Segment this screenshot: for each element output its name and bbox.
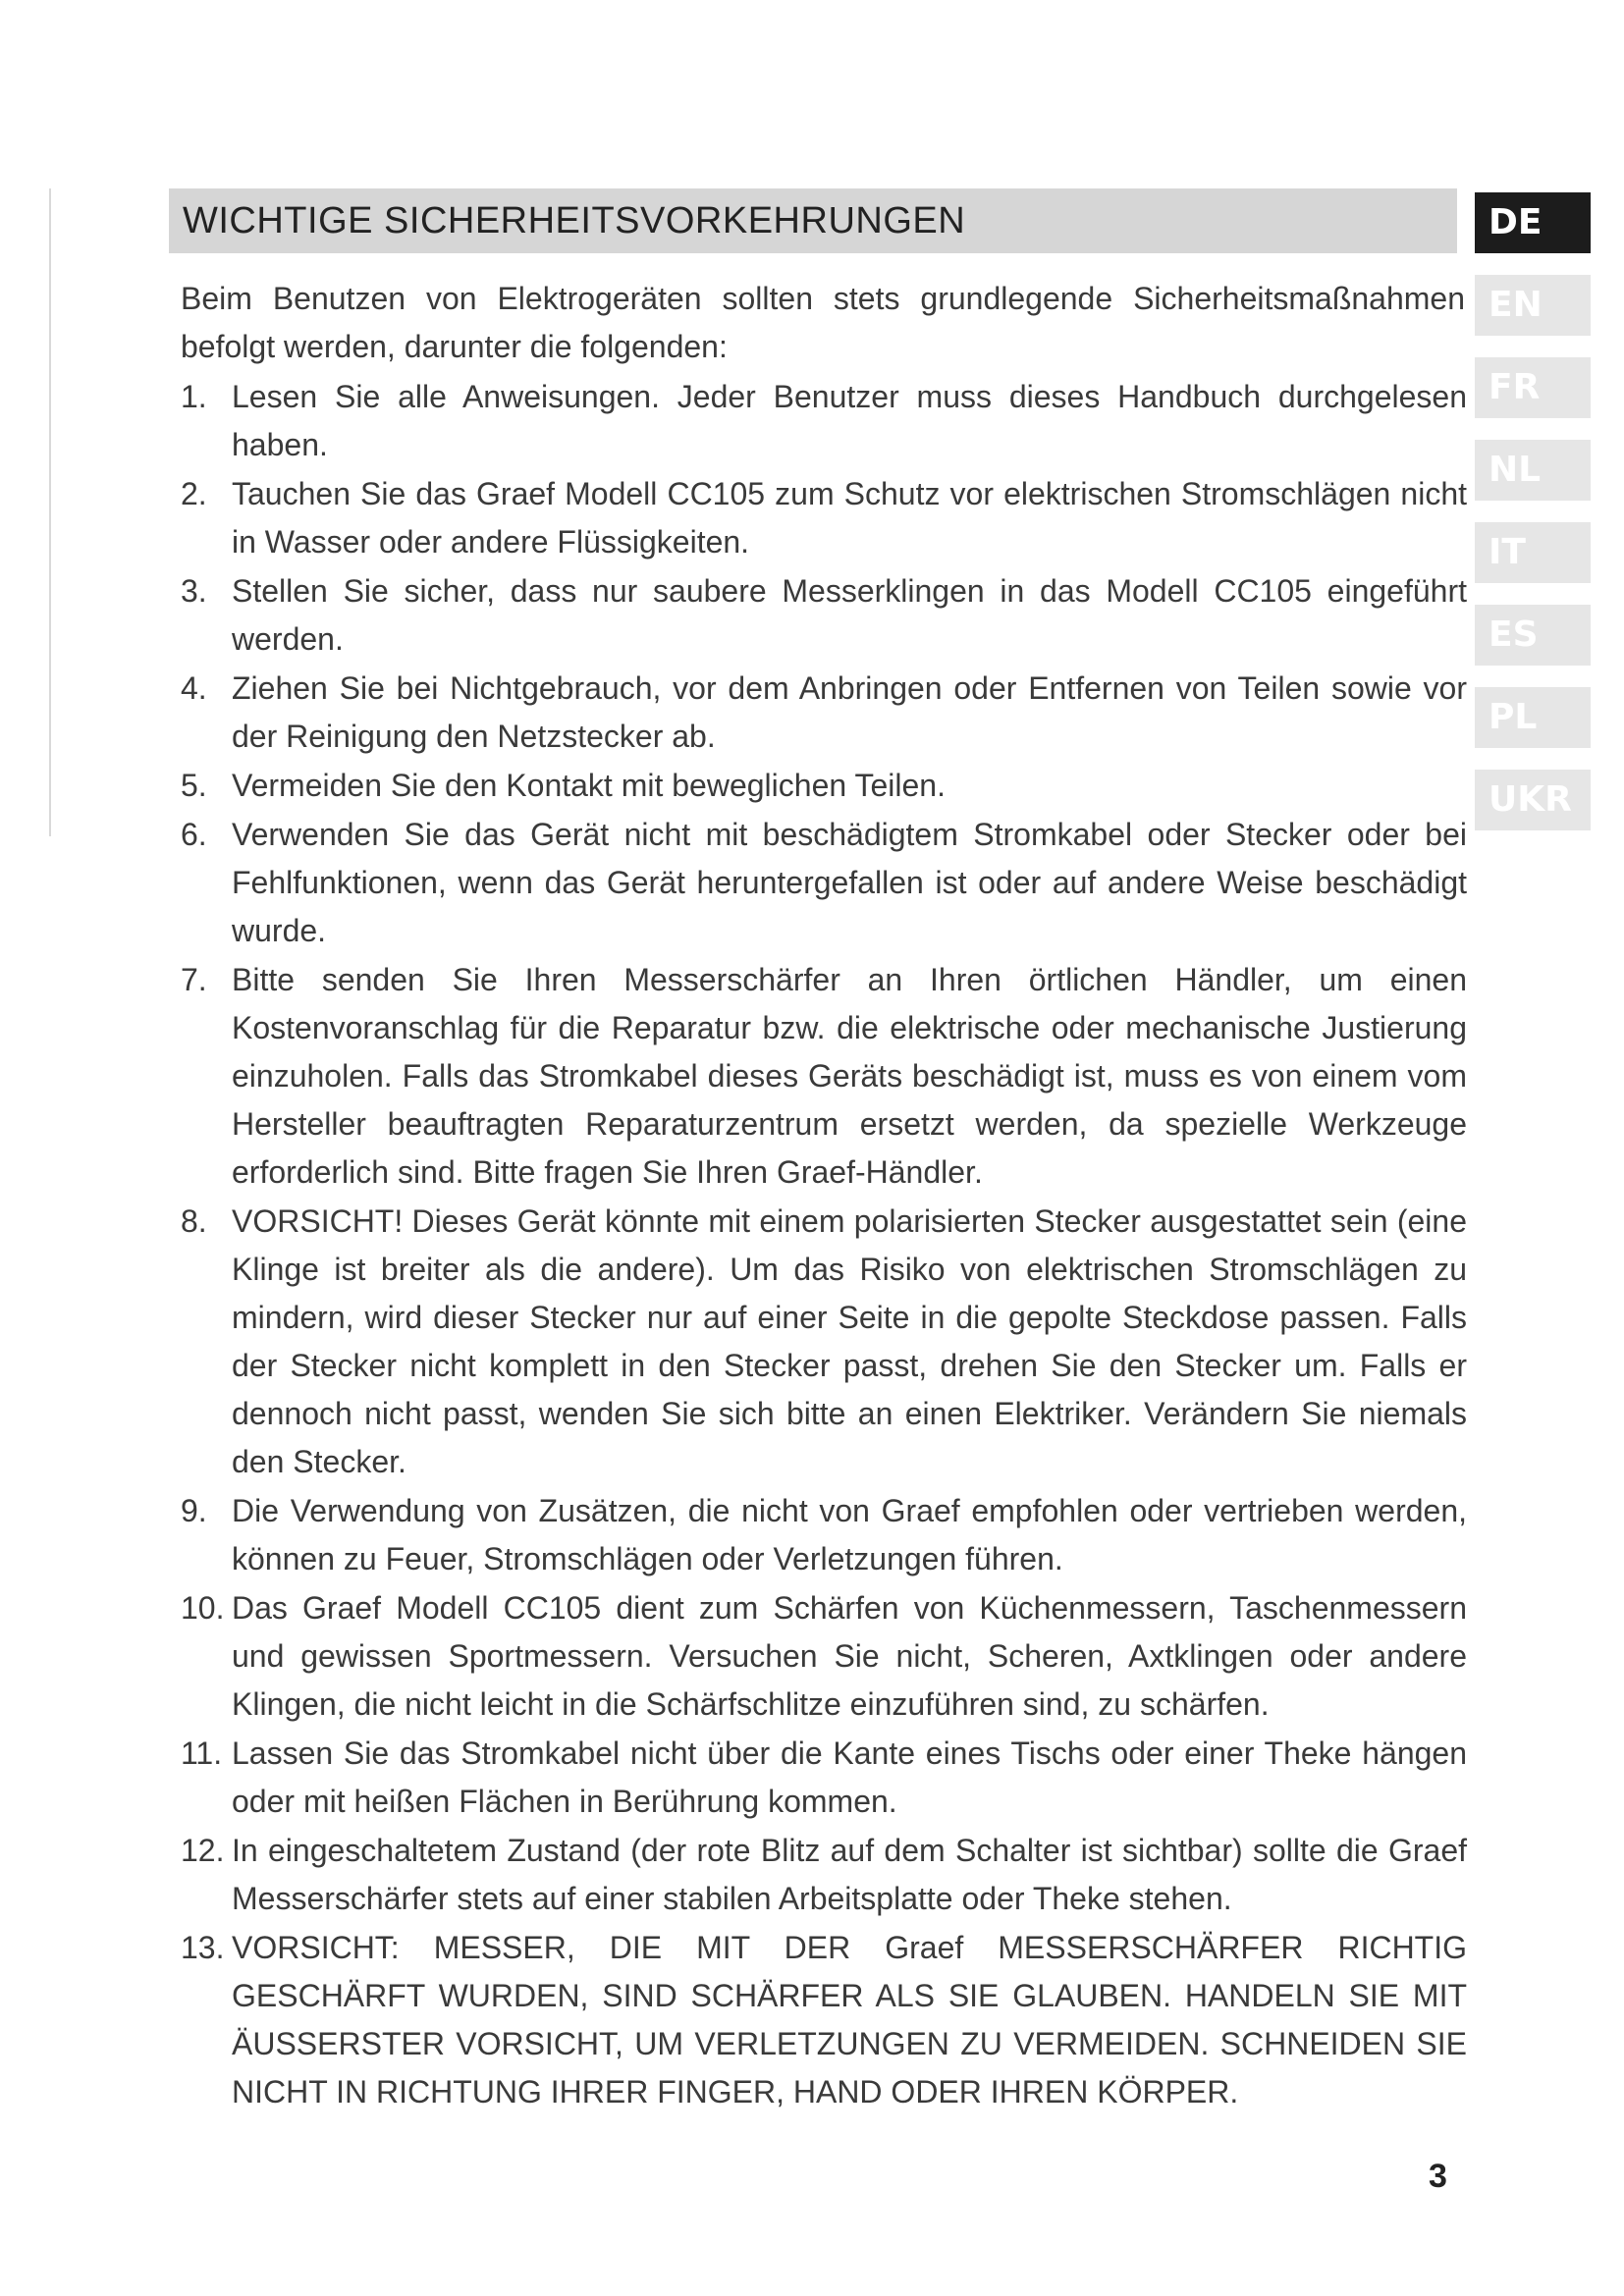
language-tabs <box>1475 192 1591 852</box>
lang-tab-it[interactable]: IT <box>1475 522 1591 583</box>
item-number: 9. <box>181 1493 207 1528</box>
page-margin-rule <box>49 188 51 836</box>
item-text: VORSICHT: MESSER, DIE MIT DER Graef MESSERSCHÄRFER RICHTIG GESCHÄRFT WURDEN, SIND SCHÄRFER ALS SIE GLAUBEN. HANDELN SIE MIT ÄUSSERSTER VORSICHT, UM VERLETZUNGEN ZU VERMEIDEN. SCHNEIDEN SIE NICHT IN RICHTUNG IHRER FINGER, HAND ODER IHREN KÖRPER. <box>232 1930 1467 2109</box>
item-text: Das Graef Modell CC105 dient zum Schärfen von Küchenmessern, Taschenmessern und gewissen Sportmessern. Versuchen Sie nicht, Scheren, Axtklingen oder andere Klingen, die nicht leicht in die Schärfschlitze einzuführen sind, zu schärfen. <box>232 1590 1467 1722</box>
item-number: 10. <box>181 1590 225 1626</box>
item-text: In eingeschaltetem Zustand (der rote Blitz auf dem Schalter ist sichtbar) sollte die Graef Messerschärfer stets auf einer stabilen Arbeitsplatte oder Theke stehen. <box>232 1833 1467 1916</box>
item-text: VORSICHT! Dieses Gerät könnte mit einem polarisierten Stecker ausgestattet sein (eine Klinge ist breiter als die andere). Um das Risiko von elektrischen Stromschlägen zu mindern, wird dieser Stecker nur auf einer Seite in die gepolte Steckdose passen. Falls der Stecker nicht komplett in den Stecker passt, drehen Sie den Stecker um. Falls er dennoch nicht passt, wenden Sie sich bitte an einen Elektriker. Verändern Sie niemals den Stecker. <box>232 1203 1467 1479</box>
item-number: 7. <box>181 962 207 997</box>
lang-tab-en[interactable]: EN <box>1475 275 1591 336</box>
list-item <box>181 1584 1467 1729</box>
item-number: 6. <box>181 817 207 852</box>
item-text: Die Verwendung von Zusätzen, die nicht von Graef empfohlen oder vertrieben werden, können zu Feuer, Stromschlägen oder Verletzungen führen. <box>232 1493 1467 1576</box>
list-item <box>181 1487 1467 1583</box>
item-text: Stellen Sie sicher, dass nur saubere Messerklingen in das Modell CC105 eingeführt werden. <box>232 573 1467 657</box>
lang-tab-nl[interactable]: NL <box>1475 440 1591 501</box>
item-number: 11. <box>181 1735 223 1771</box>
item-number: 8. <box>181 1203 207 1239</box>
item-text: Bitte senden Sie Ihren Messerschärfer an Ihren örtlichen Händler, um einen Kostenvoranschlag für die Reparatur bzw. die elektrische oder mechanische Justierung einzuholen. Falls das Stromkabel dieses Geräts beschädigt ist, muss es von einem vom Hersteller beauftragten Reparaturzentrum ersetzt werden, da spezielle Werkzeuge erforderlich sind. Bitte fragen Sie Ihren Graef-Händler. <box>232 962 1467 1190</box>
list-item <box>181 373 1467 469</box>
page-title: WICHTIGE SICHERHEITSVORKEHRUNGEN <box>183 199 966 241</box>
list-item <box>181 1730 1467 1826</box>
item-number: 4. <box>181 670 207 706</box>
lang-tab-de[interactable]: DE <box>1475 192 1591 253</box>
lang-tab-fr[interactable]: FR <box>1475 357 1591 418</box>
list-item <box>181 956 1467 1197</box>
list-item <box>181 1827 1467 1923</box>
section-header <box>169 188 1457 253</box>
list-item <box>181 665 1467 761</box>
item-number: 5. <box>181 768 207 803</box>
item-number: 3. <box>181 573 207 609</box>
list-item <box>181 567 1467 664</box>
item-text: Tauchen Sie das Graef Modell CC105 zum Schutz vor elektrischen Stromschlägen nicht in Wasser oder andere Flüssigkeiten. <box>232 476 1467 560</box>
safety-instructions <box>181 275 1467 2117</box>
list-item <box>181 1198 1467 1486</box>
item-number: 2. <box>181 476 207 511</box>
list-item <box>181 811 1467 955</box>
item-text: Lesen Sie alle Anweisungen. Jeder Benutzer muss dieses Handbuch durchgelesen haben. <box>232 379 1467 462</box>
lang-tab-ukr[interactable]: UKR <box>1475 770 1591 830</box>
item-text: Ziehen Sie bei Nichtgebrauch, vor dem Anbringen oder Entfernen von Teilen sowie vor der Reinigung den Netzstecker ab. <box>232 670 1467 754</box>
item-text: Vermeiden Sie den Kontakt mit beweglichen Teilen. <box>232 768 946 803</box>
list-item <box>181 762 1467 810</box>
intro-paragraph: Beim Benutzen von Elektrogeräten sollten stets grundlegende Sicherheitsmaßnahmen befolgt werden, darunter die folgenden: <box>181 281 1465 364</box>
item-number: 12. <box>181 1833 225 1868</box>
item-number: 1. <box>181 379 207 414</box>
safety-list <box>181 373 1467 2116</box>
lang-tab-pl[interactable]: PL <box>1475 687 1591 748</box>
page-number: 3 <box>1429 2158 1447 2195</box>
item-text: Verwenden Sie das Gerät nicht mit beschädigtem Stromkabel oder Stecker oder bei Fehlfunktionen, wenn das Gerät heruntergefallen ist oder auf andere Weise beschädigt wurde. <box>232 817 1467 948</box>
item-text: Lassen Sie das Stromkabel nicht über die Kante eines Tischs oder einer Theke hängen oder mit heißen Flächen in Berührung kommen. <box>232 1735 1467 1819</box>
item-number: 13. <box>181 1930 225 1965</box>
list-item <box>181 470 1467 566</box>
list-item <box>181 1924 1467 2116</box>
lang-tab-es[interactable]: ES <box>1475 605 1591 666</box>
